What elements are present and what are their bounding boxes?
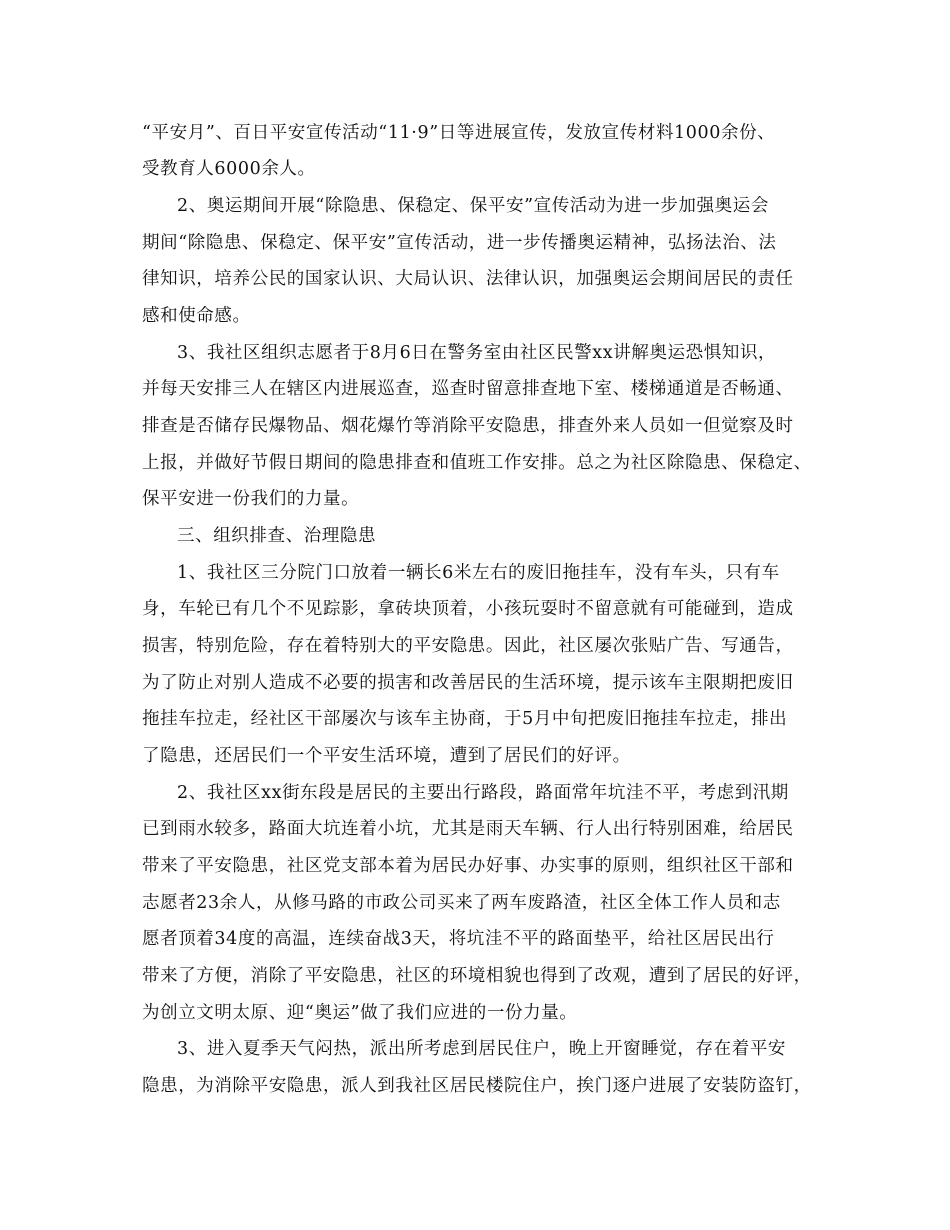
text-line: 带来了平安隐患，社区党支部本着为居民办好事、办实事的原则，组织社区干部和 <box>142 856 794 876</box>
paragraph-start-line: 3、进入夏季天气闷热，派出所考虑到居民住户，晚上开窗睡觉，存在着平安 <box>177 1039 787 1059</box>
text-line: 已到雨水较多，路面大坑连着小坑，尤其是雨天车辆、行人出行特别困难，给居民 <box>142 819 794 839</box>
text-line: 志愿者23余人，从修马路的市政公司买来了两车废路渣，社区全体工作人员和志 <box>142 893 781 913</box>
text-line: 为了防止对别人造成不必要的损害和改善居民的生活环境，提示该车主限期把废旧 <box>142 673 794 693</box>
text-line: 带来了方便，消除了平安隐患，社区的环境相貌也得到了改观，遭到了居民的好评， <box>142 966 812 986</box>
text-line: 上报，并做好节假日期间的隐患排查和值班工作安排。总之为社区除隐患、保稳定、 <box>142 453 812 473</box>
text-line: 保平安进一份我们的力量。 <box>142 489 360 509</box>
text-line: 隐患，为消除平安隐患，派人到我社区居民楼院住户，挨门逐户进展了安装防盗钉， <box>142 1076 812 1096</box>
text-line: 排查是否储存民爆物品、烟花爆竹等消除平安隐患，排查外来人员如一但觉察及时 <box>142 416 794 436</box>
text-line: 愿者顶着34度的高温，连续奋战3天，将坑洼不平的路面垫平，给社区居民出行 <box>142 929 775 949</box>
text-line: “平安月”、百日平安宣传活动“11·9”日等进展宣传，发放宣传材料1000余份、 <box>142 123 776 143</box>
text-line: 律知识，培养公民的国家认识、大局认识、法律认识，加强奥运会期间居民的责任 <box>142 269 794 289</box>
text-line: 期间“除隐患、保稳定、保平安”宣传活动，进一步传播奥运精神，弘扬法治、法 <box>142 233 777 253</box>
text-line: 身，车轮已有几个不见踪影，拿砖块顶着，小孩玩耍时不留意就有可能碰到，造成 <box>142 599 794 619</box>
text-line: 为创立文明太原、迎“奥运”做了我们应进的一份力量。 <box>142 1003 578 1023</box>
text-line: 拖挂车拉走，经社区干部屡次与该车主协商，于5月中旬把废旧拖挂车拉走，排出 <box>142 709 788 729</box>
paragraph-start-line: 2、奥运期间开展“除隐患、保稳定、保平安”宣传活动为进一步加强奥运会 <box>177 196 769 216</box>
text-line: 损害，特别危险，存在着特别大的平安隐患。因此，社区屡次张贴广告、写通告， <box>142 636 794 656</box>
text-line: 了隐患，还居民们一个平安生活环境，遭到了居民们的好评。 <box>142 746 631 766</box>
section-heading: 三、组织排查、治理隐患 <box>177 526 377 546</box>
paragraph-start-line: 1、我社区三分院门口放着一辆长6米左右的废旧拖挂车，没有车头，只有车 <box>177 563 780 583</box>
paragraph-start-line: 2、我社区xx街东段是居民的主要出行路段，路面常年坑洼不平，考虑到汛期 <box>177 783 789 803</box>
text-line: 受教育人6000余人。 <box>142 159 316 179</box>
text-line: 并每天安排三人在辖区内进展巡查，巡查时留意排查地下室、楼梯通道是否畅通、 <box>142 379 794 399</box>
paragraph-start-line: 3、我社区组织志愿者于8月6日在警务室由社区民警xx讲解奥运恐惧知识， <box>177 343 777 363</box>
text-line: 感和使命感。 <box>142 306 251 326</box>
